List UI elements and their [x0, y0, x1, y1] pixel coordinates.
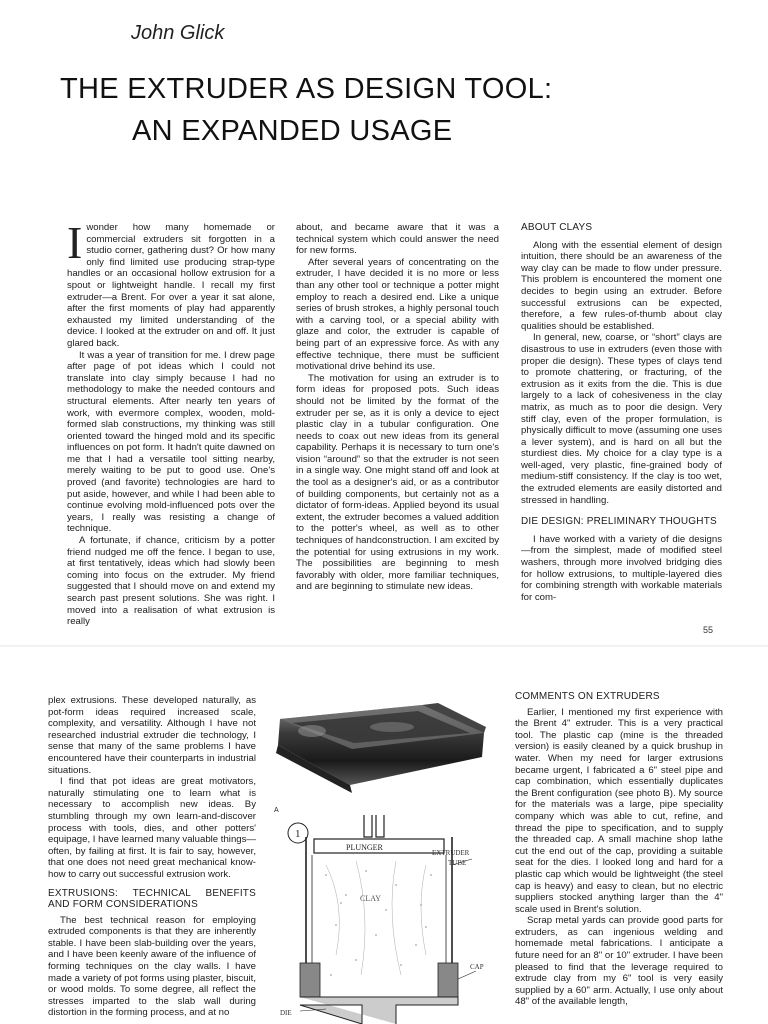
- paragraph: It was a year of transition for me. I drew page after page of pot ideas which I could not translate into clay simply because I had no methodology to make the needed contours and structural elements. After nearly ten years of work, with evermore complex, wooden, mold-formed slab constructions, my thinking was still oriented toward the hinged mold and its specific influences on pot form. It hadn't quite dawned on me that I had a versatile tool sitting nearby, merely waiting to be put to good use. One's proved (and favorite) technologies are hard to put aside, however, and while I had been able to continue evolving mold-influenced pots over the years, I really was resisting a change of technique.: [67, 349, 275, 535]
- label-clay: CLAY: [360, 894, 382, 903]
- section-heading-die-design: DIE DESIGN: PRELIMINARY THOUGHTS: [521, 516, 717, 528]
- section-heading-about-clays: ABOUT CLAYS: [521, 222, 593, 233]
- title-line-1: THE EXTRUDER AS DESIGN TOOL:: [60, 73, 553, 105]
- author-name: John Glick: [131, 22, 225, 44]
- text-column-4: [48, 695, 256, 1019]
- paragraph: After several years of concentrating on the extruder, I have decided it is no more or less than any other tool or technique a potter might employ to reach a desired end. Like a unique series of brush strokes, a highly personal touch with a carving tool, or a special ability with glaze and color, the extruder is capable of being part of an expressive force. As with any effective technique, there must be sufficient motivational drive behind its use.: [296, 256, 499, 373]
- drop-cap: I: [67, 217, 83, 268]
- label-tube-1: EXTRUDER: [432, 849, 470, 857]
- text-column-3: [521, 222, 722, 603]
- photo-label: A: [274, 807, 279, 814]
- paragraph: plex extrusions. These developed naturally, as pot-form ideas required increased scale, complexity, and versatility. Although I have not researched industrial extruder die technology, I sense that many of the same problems I have encountered have their counterparts in industrial situations.: [48, 695, 256, 776]
- text-column-5: [515, 691, 723, 1008]
- section-heading-comments: COMMENTS ON EXTRUDERS: [515, 691, 660, 702]
- paragraph: The best technical reason for employing extruded components is that they are inherently stable. I have been slab-building over the years, and I have been keenly aware of the influence of forming techniques on the clay walls. I have made a variety of pot forms using plaster, biscuit, or wood molds. To some degree, all reflect the stresses imparted to the slab wall during distortion in the forming process, and at no: [48, 914, 256, 1019]
- section-heading-extrusions: EXTRUSIONS: TECHNICAL BENEFITS AND FORM CONSIDERATIONS: [48, 887, 256, 911]
- extruder-diagram: [276, 815, 512, 1024]
- paragraph: In general, new, coarse, or “short” clays are disastrous to use in extruders (even those with proper die design). These types of clays tend to promote chattering, or fracturing, of the extrusion as it exits from the die. This is due largely to a lack of cohesiveness in the clay matrix, as much as to poor die design. Very stiff clay, even of the proper formulation, is physically difficult to move (assuming one uses a lever system), and is hard on all but the sturdiest dies. My choice for a clay type is a well-aged, very plastic, fine-grained body of medium-stiff consistency. If the clay is too wet, the extruded elements are easily distorted and stressed in handling.: [521, 332, 722, 506]
- paragraph: The motivation for using an extruder is to form ideas for proposed pots. Such ideas should not be limited by the format of the extruder per se, as it is only a device to eject plastic clay in a tubular configuration. One needs to coax out new ideas from its general capability. Perhaps it is necessary to turn one's vision “around” so that the extruder is not seen in a single way. One might stand off and look at the tool as a designer's aid, or as a contributor of building components, but certainly not as a dictator of form-ideas. Applied beyond its usual extent, the extruder becomes a valued addition to the potter's wheel, as well as to other techniques of handconstruction. I am excited by the potential for using extrusions in my work. The possibilities are beginning to mesh favorably with older, more familiar techniques, and are beginning to stimulate new ideas.: [296, 372, 499, 593]
- text-column-2: [296, 222, 499, 593]
- diagram-number: 1: [295, 828, 301, 840]
- paragraph: about, and became aware that it was a technical system which could answer the need for new forms.: [296, 222, 499, 257]
- paragraph: Along with the essential element of design intuition, there should be an awareness of the way clay can be made to flow under pressure. This problem is encountered the moment one decides to begin using an extruder. Before successful extrusions can be expected, therefore, a few rules-of-thumb about clay qualities should be established.: [521, 239, 722, 332]
- paragraph: I find that pot ideas are great motivators, naturally stimulating one to learn what is necessary to accomplish new ideas. By stumbling through my own learn-and-discover process with tools, dies, and other potters' equipage, I have learned many valuable things—often, by failing at first. It is fair to say, however, that one does not need great mechanical know-how to carry out successful extrusion work.: [48, 776, 257, 880]
- label-plunger: PLUNGER: [346, 843, 383, 852]
- label-tube-2: TUBE: [448, 859, 467, 867]
- paragraph: I have worked with a variety of die designs—from the simplest, made of modified steel washers, through more involved bridging dies for hollow extrusions, to multiple-layered dies for combining strength with workable materials for com-: [521, 533, 722, 603]
- title-line-2: AN EXPANDED USAGE: [132, 115, 453, 147]
- paragraph: Iwonder how many homemade or commercial extruders sit forgotten in a studio corner, gathering dust? Or how many only find limited use producing strap-type handles or an occasional hollow extrusion for a spout or lightweight handle. I recall my first extruder—a Brent. For over a year it sat alone, after the first moments of play had apparently exhausted my limited understanding of the device. I looked at the extruder on and off. It just glared back.: [67, 217, 275, 349]
- extruder-photo: [272, 697, 490, 797]
- text-column-1: [67, 217, 275, 628]
- paragraph: A fortunate, if chance, criticism by a potter friend nudged me off the fence. I began to use, at first tentatively, ideas which had slowly been coming into focus on the extruder. My friend suggested that I should move on and extend my search past present solutions. She was right. I moved into a realisation of what extrusion is really: [67, 535, 275, 628]
- label-cap: CAP: [470, 963, 484, 971]
- article-title: [60, 68, 720, 152]
- page-number: 55: [703, 625, 714, 635]
- label-die: DIE: [280, 1009, 292, 1017]
- page-56: [0, 647, 768, 1024]
- paragraph: Scrap metal yards can provide good parts for extruders, as can ingenious welding and homemade metal fabrications. I anticipate a future need for an 8" or 10" extruder. I have been pleased to find that the leverage required to extrude clay from my 6" tool is very easily supplied by a 60" arm. Actually, I use only about 48" of the available length,: [515, 915, 723, 1008]
- paragraph: Earlier, I mentioned my first experience with the Brent 4" extruder. This is a very practical tool. The plastic cap (mine is the threaded version) is easily cleaned by a quick brushup in water. When my need for larger extrusions became urgent, I fabricated a 6" steel pipe and cap combination, which essentially duplicates the Brent configuration (see photo B). My source for the materials was a large, pipe speciality company which was able to cut, refine, and thread the pipe to specification, and to supply the threaded cap. A small machine shop lathe cut the end out of the cap, providing a suitable seat for the dies. I looked long and hard for a plastic cap which would be lightweight (the steel cap is heavy) and easy to clean, but no electric suppliers stocked anything larger than the 4" scale used in Brent's solution.: [515, 706, 723, 915]
